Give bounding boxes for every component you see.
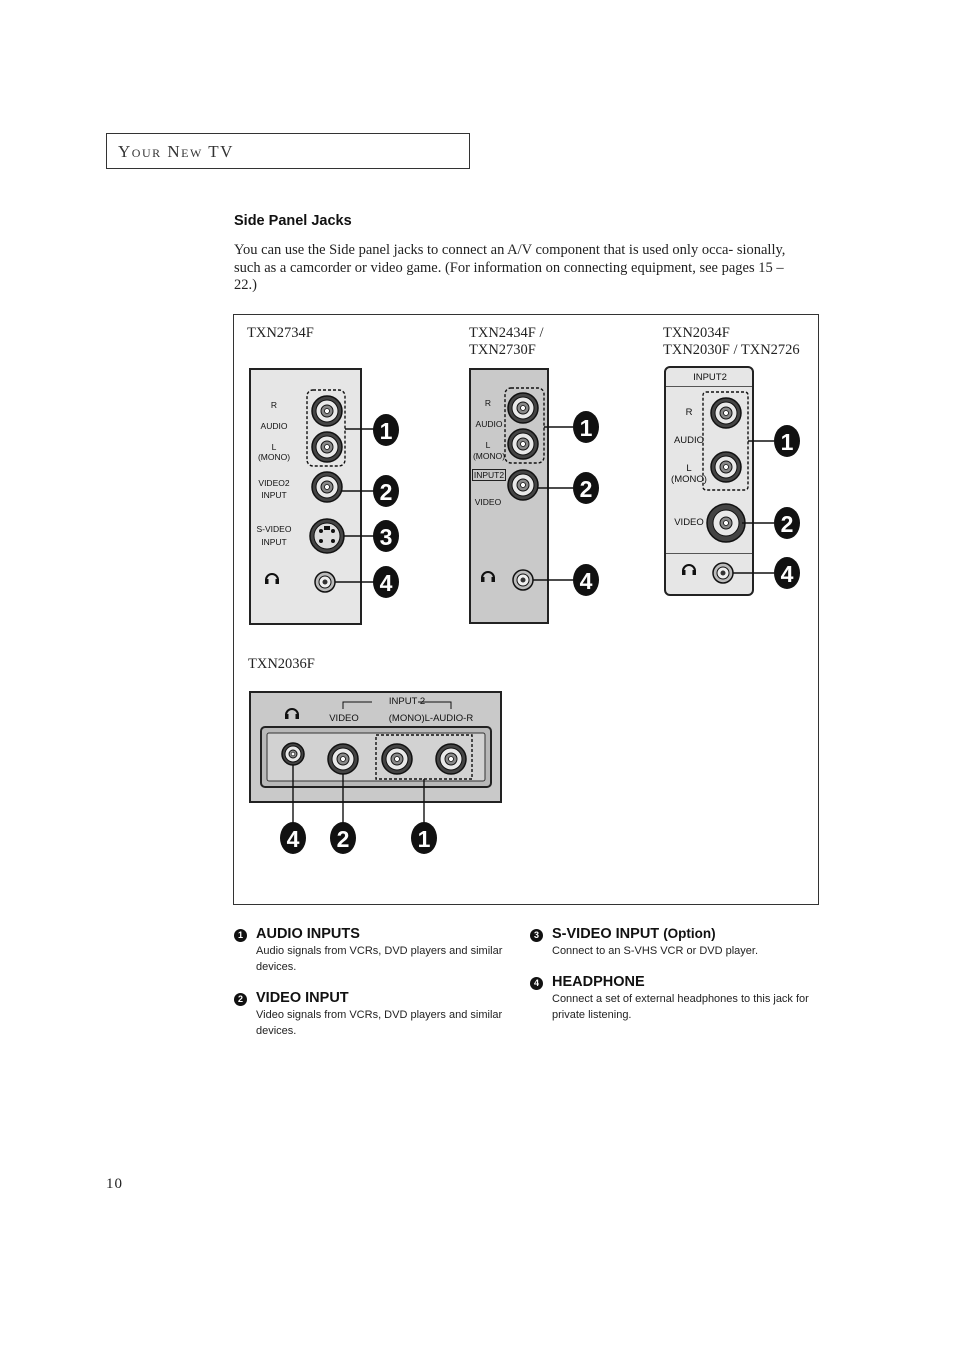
svg-text:2: 2 <box>579 476 593 502</box>
panel-b-jacks <box>481 388 573 590</box>
label-input2: INPUT 2 <box>388 696 426 707</box>
legend-option: (Option) <box>663 926 716 941</box>
label-r: R <box>270 400 278 410</box>
panel-c-jacks <box>682 392 774 583</box>
legend-title: AUDIO INPUTS <box>256 926 360 942</box>
section-title: Your New TV <box>118 142 234 161</box>
intro-paragraph: You can use the Side panel jacks to connect an A/V component that is used only occa- sionally, such as a camcorder or video game. (For information on connecting equipment, see pages 15 – 22.) <box>234 242 786 293</box>
callout-badge-2-panel-a <box>373 475 399 507</box>
label-r: R <box>685 407 693 418</box>
label-mono: (MONO) <box>472 451 506 461</box>
label-video2-input: INPUT <box>261 490 287 500</box>
legend-description: Video signals from VCRs, DVD players and similar devices. <box>256 1009 503 1037</box>
svg-text:4: 4 <box>780 561 794 587</box>
callout-badge-1-panel-d <box>411 822 437 854</box>
svg-text:4: 4 <box>286 826 300 852</box>
callout-badge-4-panel-c <box>774 557 800 589</box>
callout-badge-3-panel-a <box>373 520 399 552</box>
callout-badge-2-panel-c <box>774 507 800 539</box>
page-number: 10 <box>106 1176 123 1192</box>
label-audio: AUDIO <box>673 435 705 446</box>
callout-badge-1-panel-c <box>774 425 800 457</box>
label-input2: INPUT2 <box>473 470 505 480</box>
legend-description: Connect a set of external headphones to this jack for private listening. <box>552 993 809 1021</box>
svg-text:2: 2 <box>336 826 350 852</box>
panel-d-jacks <box>261 702 491 823</box>
label-l: L <box>271 442 277 452</box>
callout-badge-1-panel-a <box>373 414 399 446</box>
label-video: VIDEO <box>674 517 704 528</box>
legend-title: HEADPHONE <box>552 974 645 990</box>
label-mono: (MONO) <box>671 474 707 485</box>
callout-badge-4-panel-b <box>573 564 599 596</box>
label-input2: INPUT2 <box>693 372 727 383</box>
model-label-txn2036f: TXN2036F <box>248 656 315 672</box>
label-svideo-input: INPUT <box>261 537 287 547</box>
section-heading: Side Panel Jacks <box>234 213 352 229</box>
callout-badge-2-panel-b <box>573 472 599 504</box>
panel-a-jacks <box>265 390 374 592</box>
label-video2: VIDEO2 <box>258 478 290 488</box>
label-svideo: S-VIDEO <box>256 524 292 534</box>
svg-text:1: 1 <box>379 418 393 444</box>
model-label-txn2734f: TXN2734F <box>247 325 314 341</box>
label-video: VIDEO <box>474 497 502 507</box>
legend-description: Audio signals from VCRs, DVD players and similar devices. <box>256 945 503 973</box>
model-label-txn2030f: TXN2030F / TXN2726 <box>663 342 800 358</box>
legend-title: S-VIDEO INPUT (Option) <box>552 926 716 942</box>
label-l: L <box>485 440 491 450</box>
legend-number: 4 <box>530 977 543 990</box>
jack-diagram <box>234 315 818 904</box>
model-label-txn2434f: TXN2434F / <box>469 325 544 341</box>
svg-text:2: 2 <box>780 511 794 537</box>
legend-number: 1 <box>234 929 247 942</box>
legend-number: 2 <box>234 993 247 1006</box>
label-audio: (MONO)L-AUDIO-R <box>388 713 474 724</box>
model-label-txn2034f: TXN2034F <box>663 325 730 341</box>
legend-description: Connect to an S-VHS VCR or DVD player. <box>552 945 759 957</box>
svg-text:3: 3 <box>379 524 393 550</box>
callout-badge-1-panel-b <box>573 411 599 443</box>
legend-number: 3 <box>530 929 543 942</box>
side-panel-figure <box>233 314 819 905</box>
callout-badge-4-panel-d <box>280 822 306 854</box>
svg-text:1: 1 <box>417 826 431 852</box>
svg-text:1: 1 <box>780 429 794 455</box>
svg-text:2: 2 <box>379 479 393 505</box>
label-l: L <box>686 463 692 474</box>
label-video: VIDEO <box>329 713 359 724</box>
legend-title: VIDEO INPUT <box>256 990 349 1006</box>
label-audio: AUDIO <box>475 419 503 429</box>
label-mono: (MONO) <box>257 452 291 462</box>
svg-text:4: 4 <box>579 568 593 594</box>
callout-badge-4-panel-a <box>373 566 399 598</box>
svg-text:4: 4 <box>379 570 393 596</box>
svg-text:1: 1 <box>579 415 593 441</box>
label-audio: AUDIO <box>260 421 288 431</box>
callout-badge-2-panel-d <box>330 822 356 854</box>
label-r: R <box>484 398 492 408</box>
model-label-txn2730f: TXN2730F <box>469 342 536 358</box>
